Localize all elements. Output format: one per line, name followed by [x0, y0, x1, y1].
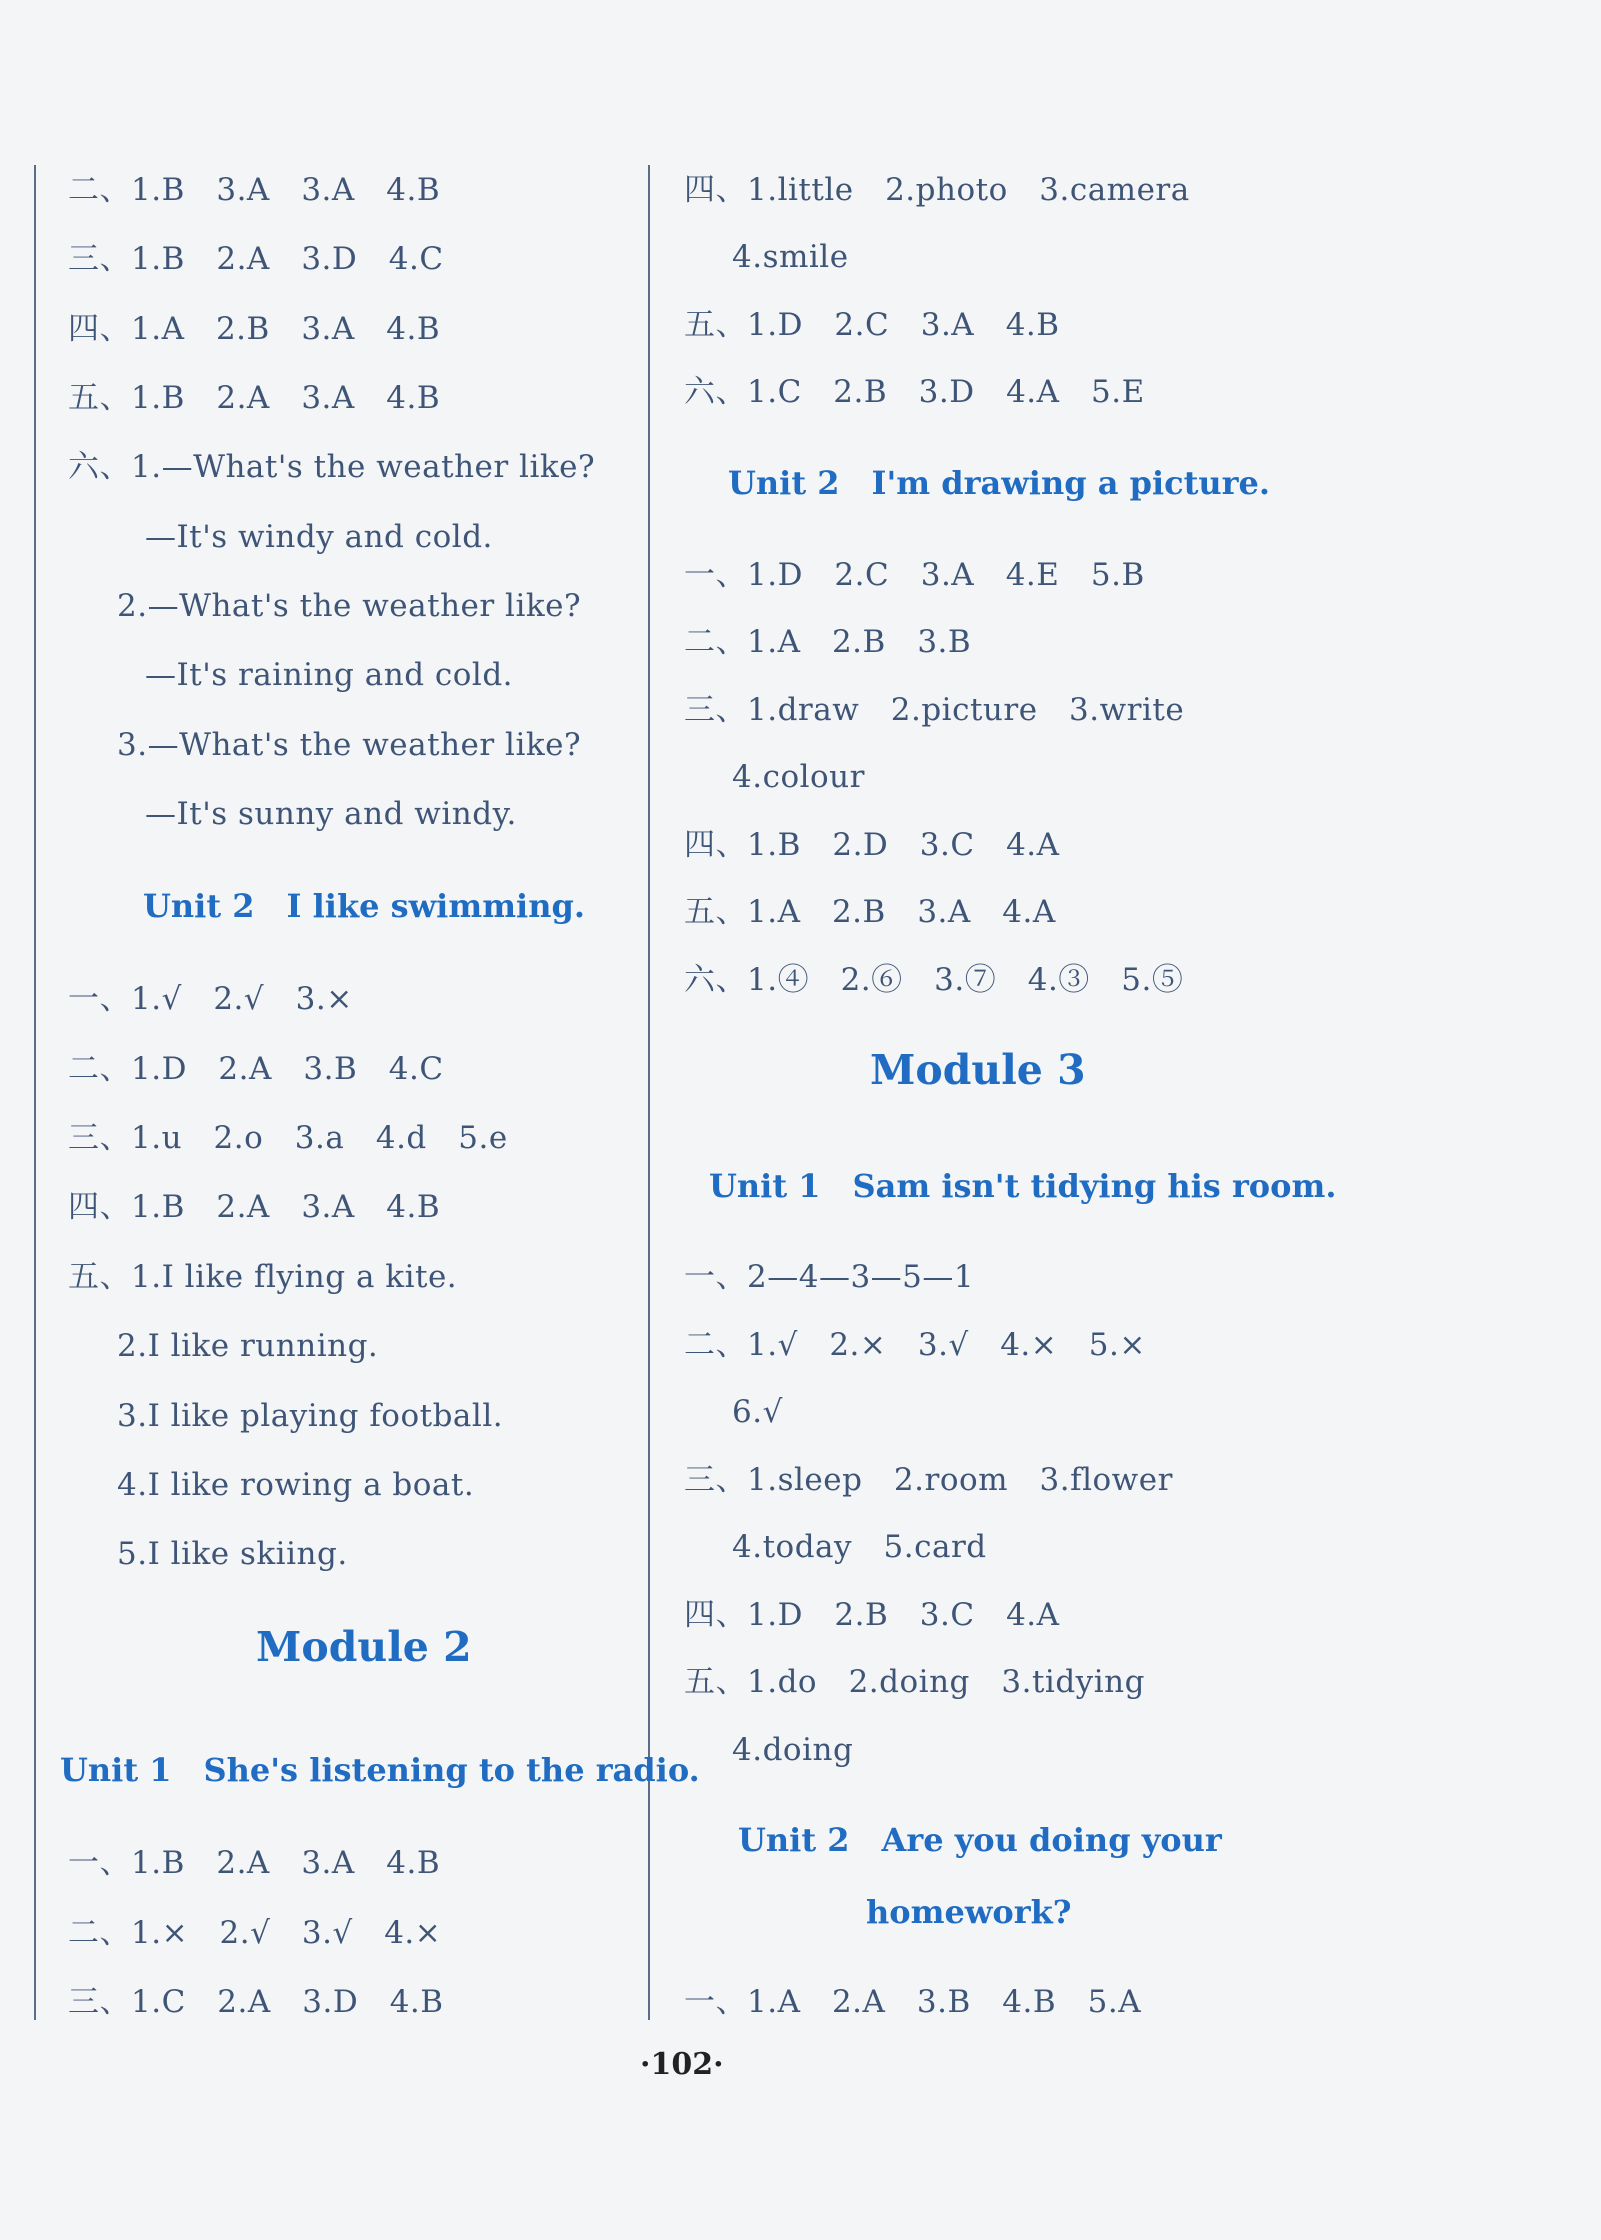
answer-line: 五、1.do 2.doing 3.tidying — [684, 1664, 1145, 1700]
answer-line: 四、1.B 2.D 3.C 4.A — [684, 827, 1060, 863]
answer-line: 四、1.B 2.A 3.A 4.B — [68, 1189, 441, 1225]
answer-line: 3.I like playing football. — [117, 1398, 504, 1434]
answer-line: 一、1.A 2.A 3.B 4.B 5.A — [684, 1984, 1142, 2020]
module-heading: Module 3 — [870, 1046, 1086, 1094]
answer-line: 三、1.u 2.o 3.a 4.d 5.e — [68, 1120, 508, 1156]
answer-line: 4.today 5.card — [732, 1529, 987, 1565]
answer-line: 2.I like running. — [117, 1328, 379, 1364]
answer-line: 五、1.I like flying a kite. — [68, 1259, 458, 1295]
answer-line: 4.I like rowing a boat. — [117, 1467, 475, 1503]
answer-line: —It's raining and cold. — [145, 657, 514, 693]
answer-line: 六、1.—What's the weather like? — [68, 449, 596, 485]
answer-line: 五、1.B 2.A 3.A 4.B — [68, 380, 441, 416]
answer-line: 一、1.D 2.C 3.A 4.E 5.B — [684, 557, 1145, 593]
unit-heading-continuation: homework? — [866, 1893, 1072, 1931]
answer-line: 六、1.④ 2.⑥ 3.⑦ 4.③ 5.⑤ — [684, 962, 1184, 998]
answer-line: 6.√ — [732, 1394, 783, 1430]
answer-line: 一、1.√ 2.√ 3.× — [68, 981, 353, 1017]
answer-line: 2.—What's the weather like? — [117, 588, 582, 624]
column-divider — [648, 165, 650, 2020]
answer-line: 一、2—4—3—5—1 — [684, 1259, 975, 1295]
answer-line: 四、1.A 2.B 3.A 4.B — [68, 311, 441, 347]
answer-line: 三、1.draw 2.picture 3.write — [684, 692, 1185, 728]
unit-heading: Unit 1 She's listening to the radio. — [60, 1751, 700, 1789]
answer-line: 二、1.√ 2.× 3.√ 4.× 5.× — [684, 1327, 1146, 1363]
answer-line: 二、1.D 2.A 3.B 4.C — [68, 1051, 444, 1087]
answer-line: 3.—What's the weather like? — [117, 727, 582, 763]
answer-line: 二、1.B 3.A 3.A 4.B — [68, 172, 441, 208]
answer-line: 二、1.× 2.√ 3.√ 4.× — [68, 1915, 442, 1951]
answer-line: 四、1.D 2.B 3.C 4.A — [684, 1597, 1060, 1633]
answer-line: —It's sunny and windy. — [145, 796, 517, 832]
answer-line: 4.doing — [732, 1732, 854, 1768]
unit-heading: Unit 2 I'm drawing a picture. — [728, 464, 1271, 502]
unit-heading: Unit 1 Sam isn't tidying his room. — [709, 1167, 1337, 1205]
answer-line: 4.smile — [732, 239, 849, 275]
answer-line: 五、1.D 2.C 3.A 4.B — [684, 307, 1060, 343]
answer-line: —It's windy and cold. — [145, 519, 493, 555]
answer-line: 三、1.sleep 2.room 3.flower — [684, 1462, 1173, 1498]
answer-line: 五、1.A 2.B 3.A 4.A — [684, 894, 1056, 930]
answer-line: 三、1.C 2.A 3.D 4.B — [68, 1984, 444, 2020]
answer-line: 四、1.little 2.photo 3.camera — [684, 172, 1190, 208]
answer-line: 5.I like skiing. — [117, 1536, 348, 1572]
answer-line: 六、1.C 2.B 3.D 4.A 5.E — [684, 374, 1145, 410]
module-heading: Module 2 — [256, 1623, 472, 1671]
left-margin-rule — [34, 165, 36, 2020]
answer-line: 三、1.B 2.A 3.D 4.C — [68, 241, 444, 277]
unit-heading: Unit 2 Are you doing your — [738, 1821, 1222, 1859]
answer-line: 二、1.A 2.B 3.B — [684, 624, 972, 660]
page-number: ·102· — [640, 2047, 724, 2082]
unit-heading: Unit 2 I like swimming. — [143, 887, 585, 925]
answer-line: 4.colour — [732, 759, 865, 795]
answer-line: 一、1.B 2.A 3.A 4.B — [68, 1845, 441, 1881]
